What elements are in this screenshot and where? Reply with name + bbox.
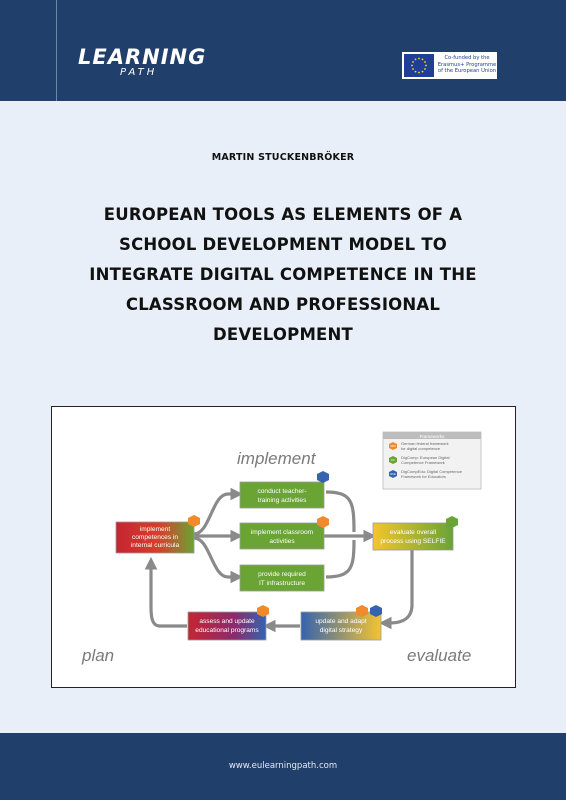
title-line: INTEGRATE DIGITAL COMPETENCE IN THE bbox=[89, 265, 477, 284]
node-assess-programs bbox=[188, 605, 269, 640]
author-name: MARTIN STUCKENBRÖKER bbox=[211, 152, 355, 163]
node-teacher-training bbox=[240, 471, 329, 508]
node-text: internal curricula bbox=[130, 542, 180, 549]
legend-tag-dce: DCE bbox=[390, 473, 396, 476]
node-text: provide required bbox=[258, 571, 306, 578]
erasmus-logo bbox=[402, 52, 497, 79]
node-text: activities bbox=[269, 538, 295, 545]
legend-tag-kmk: KMK bbox=[390, 445, 396, 448]
header-banner bbox=[0, 0, 566, 101]
node-text: implement bbox=[139, 526, 171, 533]
flow-arrows bbox=[151, 492, 412, 626]
header-divider bbox=[56, 0, 57, 101]
learning-path-logo-main: LEARNING bbox=[78, 45, 207, 69]
document-title bbox=[60, 200, 506, 350]
node-text: IT infrastructure bbox=[258, 580, 306, 587]
node-text: training activities bbox=[257, 497, 307, 504]
legend-title: Frameworks bbox=[419, 434, 445, 439]
node-it-infrastructure bbox=[240, 565, 324, 591]
erasmus-caption-line: Co-funded by the bbox=[444, 55, 490, 61]
node-text: digital strategy bbox=[319, 627, 363, 634]
phase-label-plan: plan bbox=[82, 646, 115, 665]
node-implement-competences bbox=[116, 515, 200, 553]
title-line: CLASSROOM AND PROFESSIONAL bbox=[125, 295, 441, 314]
website-url[interactable]: www.eulearningpath.com bbox=[228, 761, 338, 771]
dce-hex-icon bbox=[317, 471, 329, 483]
node-text: update and adapt bbox=[315, 618, 367, 625]
node-text: conduct teacher- bbox=[257, 488, 307, 495]
legend-dc-text: Competence Framework bbox=[401, 460, 445, 465]
title-line: EUROPEAN TOOLS AS ELEMENTS OF A bbox=[103, 205, 463, 224]
node-text: evaluate overall bbox=[389, 529, 437, 536]
eu-flag-icon bbox=[404, 54, 434, 77]
legend-dce-text: DigCompEdu: Digital Competence bbox=[401, 469, 462, 474]
node-text: assess and update bbox=[199, 618, 255, 625]
node-text: implement classroom bbox=[250, 529, 314, 536]
title-line: DEVELOPMENT bbox=[212, 325, 353, 344]
erasmus-caption-line: Erasmus+ Programme bbox=[437, 61, 497, 68]
phase-label-implement: implement bbox=[237, 449, 316, 468]
node-evaluate-selfie bbox=[373, 516, 458, 550]
legend-kmk-text: for digital competence bbox=[401, 446, 441, 451]
footer-banner bbox=[0, 733, 566, 800]
node-classroom-activities bbox=[240, 516, 329, 549]
title-line: SCHOOL DEVELOPMENT MODEL TO bbox=[118, 235, 448, 254]
node-text: process using SELFIE bbox=[380, 538, 446, 545]
erasmus-caption-line: of the European Union bbox=[437, 68, 497, 75]
learning-path-logo-sub: PATH bbox=[120, 67, 158, 78]
school-development-diagram bbox=[51, 406, 516, 688]
frameworks-legend bbox=[383, 432, 481, 489]
legend-dc-text: DigComp: European Digital bbox=[401, 455, 450, 460]
erasmus-caption bbox=[437, 55, 497, 75]
node-digital-strategy bbox=[301, 605, 382, 640]
phase-label-evaluate: evaluate bbox=[407, 646, 472, 665]
legend-kmk-text: German federal framework bbox=[401, 441, 449, 446]
legend-tag-dc: DC bbox=[391, 459, 395, 462]
node-text: educational programs bbox=[195, 627, 259, 634]
legend-dce-text: Framework for Educators bbox=[401, 474, 446, 479]
node-text: competences in bbox=[131, 534, 179, 541]
